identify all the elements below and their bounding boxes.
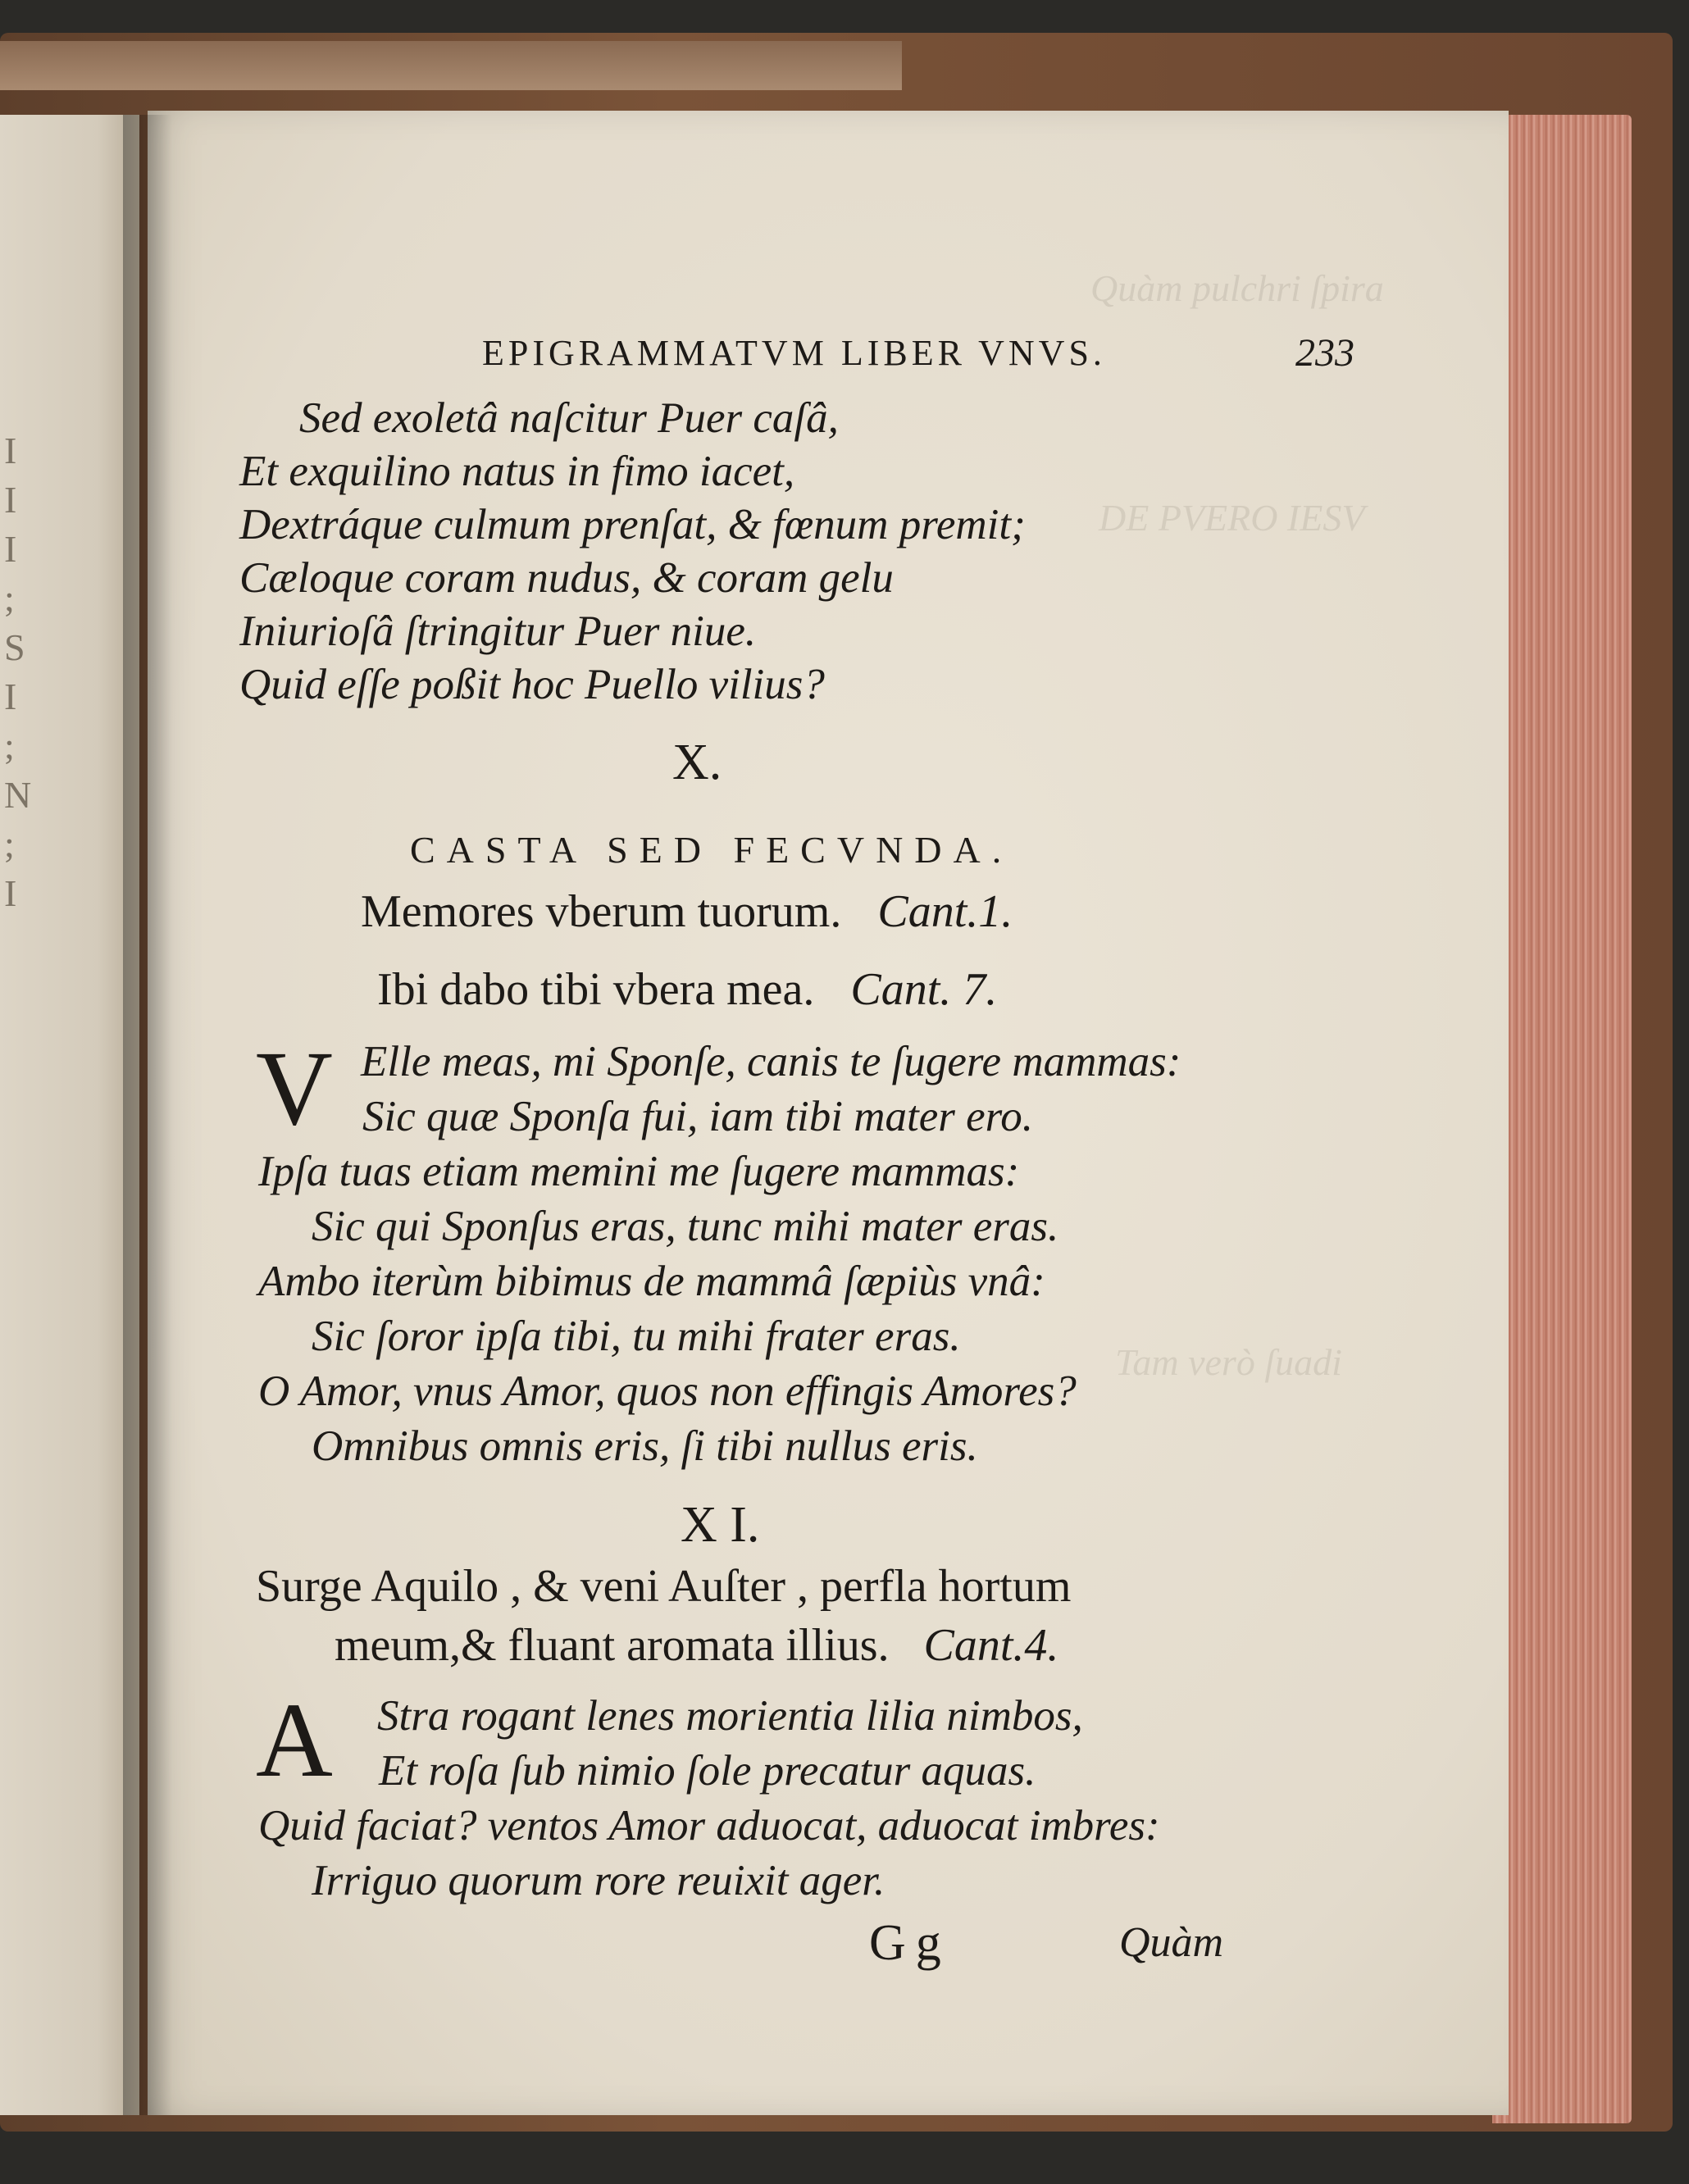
quote-text: Memores vberum tuorum. <box>361 886 842 937</box>
verse-line: Et roſa ſub nimio ſole precatur aquas. <box>379 1747 1036 1795</box>
catchword: Quàm <box>1119 1919 1224 1966</box>
section-number: X I. <box>681 1497 760 1553</box>
verse-line: Quid eſſe poßit hoc Puello vilius? <box>239 661 825 708</box>
running-head: EPIGRAMMATVM LIBER VNVS. <box>482 333 1106 373</box>
scripture-quote-line <box>335 1619 1058 1672</box>
verse-line: Dextráque culmum prenſat, & fœnum premit; <box>239 501 1026 548</box>
drop-cap: V <box>256 1030 333 1148</box>
scripture-quote <box>361 885 1013 938</box>
facing-page <box>0 115 139 2115</box>
scripture-quote-line: Surge Aquilo , & veni Auſter , perfla hortum <box>256 1561 1072 1612</box>
verse-line: Quid faciat? ventos Amor aduocat, aduocat imbres: <box>258 1802 1160 1850</box>
verse-line: Stra rogant lenes morientia lilia nimbos, <box>377 1692 1083 1740</box>
quote-reference: Cant.4. <box>923 1620 1059 1671</box>
section-number: X. <box>672 735 722 790</box>
verse-line: O Amor, vnus Amor, quos non effingis Amores? <box>258 1367 1077 1415</box>
bleed-through: Tam verò ſuadi <box>1115 1341 1342 1383</box>
verse-line: Sic qui Sponſus eras, tunc mihi mater eras. <box>312 1203 1059 1250</box>
verse-line: Ambo iterùm bibimus de mammâ ſæpiùs vnâ: <box>258 1258 1045 1305</box>
verse-line: Omnibus omnis eris, ſi tibi nullus eris. <box>312 1422 978 1470</box>
verse-line: Ipſa tuas etiam memini me ſugere mammas: <box>258 1148 1020 1195</box>
book-top-edge <box>0 41 902 90</box>
book-page <box>148 111 1509 2115</box>
verse-line: Sed exoletâ naſcitur Puer caſâ, <box>299 394 839 442</box>
quote-reference: Cant.1. <box>877 886 1013 937</box>
signature-mark: Gg <box>869 1915 951 1971</box>
quote-reference: Cant. 7. <box>850 964 998 1015</box>
gutter-shadow <box>123 115 172 2115</box>
verse-line: Elle meas, mi Sponſe, canis te ſugere mammas: <box>361 1038 1181 1085</box>
bleed-through: Quàm pulchri ſpira <box>1090 267 1384 309</box>
verse-line: Irriguo quorum rore reuixit ager. <box>312 1857 885 1904</box>
quote-text: meum,& fluant aromata illius. <box>335 1620 890 1671</box>
section-title: CASTA SED FECVNDA. <box>410 829 1013 871</box>
verse-line: Sic quæ Sponſa fui, iam tibi mater ero. <box>362 1093 1034 1140</box>
page-number: 233 <box>1295 331 1354 375</box>
quote-text: Ibi dabo tibi vbera mea. <box>377 964 815 1015</box>
verse-line: Cæloque coram nudus, & coram gelu <box>239 554 894 602</box>
facing-page-margin-letters: I I I ; S I ; N ; I <box>4 430 32 914</box>
red-page-edges <box>1492 115 1632 2123</box>
verse-line: Iniurioſâ ſtringitur Puer niue. <box>239 607 757 655</box>
bleed-through: DE PVERO IESV <box>1099 497 1365 539</box>
verse-line: Et exquilino natus in fimo iacet, <box>239 448 795 495</box>
verse-line: Sic ſoror ipſa tibi, tu mihi frater eras. <box>312 1313 961 1360</box>
scripture-quote <box>377 963 997 1016</box>
drop-cap: A <box>256 1681 333 1800</box>
